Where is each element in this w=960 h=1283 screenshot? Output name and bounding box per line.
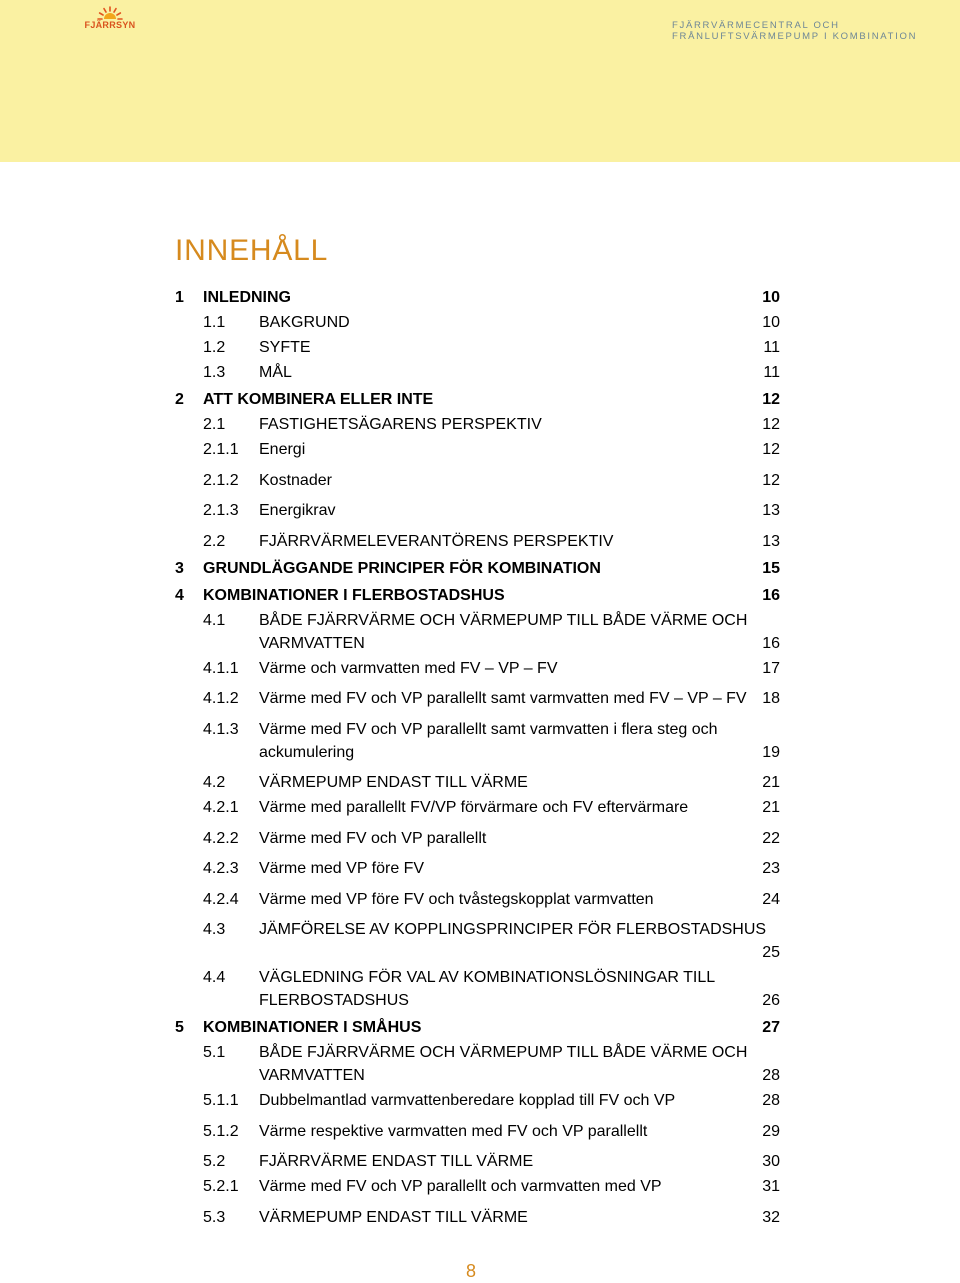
toc-entry-number: 1.1 — [203, 314, 226, 331]
toc-entry-number: 2.1.2 — [203, 471, 239, 489]
toc-entry-page: 12 — [762, 416, 780, 433]
toc-entry-number: 2 — [175, 391, 184, 408]
toc-entry-page: 21 — [762, 774, 780, 791]
toc-entry-number: 4.2.4 — [203, 890, 239, 908]
toc-entry-number: 4 — [175, 586, 184, 604]
toc-entry-title: Värme med FV och VP parallellt samt varmvatten med FV – VP – FV — [259, 690, 747, 707]
toc-entry-title: JÄMFÖRELSE AV KOPPLINGSPRINCIPER FÖR FLERBOSTADSHUS — [259, 921, 767, 938]
toc-entry — [203, 438, 780, 469]
toc-entry-text — [259, 918, 780, 964]
toc-entry-title: SYFTE — [259, 339, 311, 356]
document-title — [672, 20, 917, 42]
toc-entry — [203, 1175, 780, 1206]
toc-entry-page: 10 — [762, 314, 780, 331]
toc-entry — [203, 687, 780, 718]
toc-entry-text — [259, 1120, 780, 1143]
toc-entry-title: Dubbelmantlad varmvattenberedare kopplad till FV och VP — [259, 1092, 676, 1109]
toc-entry-number: 5.1 — [203, 1044, 226, 1061]
toc-entry-title: ATT KOMBINERA ELLER INTE — [203, 391, 434, 408]
toc-entry-page: 17 — [762, 659, 780, 677]
toc-entry-text — [259, 1206, 780, 1229]
toc-entry-number: 4.1 — [203, 611, 226, 629]
toc-entry — [175, 1014, 780, 1041]
toc-entry-page: 18 — [762, 690, 780, 707]
toc-entry-title: MÅL — [259, 364, 292, 381]
toc-entry-number: 4.2 — [203, 774, 226, 791]
toc-list — [175, 284, 780, 1231]
toc-entry-text — [259, 966, 780, 1012]
toc-entry-title: Värme med VP före FV — [259, 860, 425, 877]
toc-entry-title: Värme och varmvatten med FV – VP – FV — [259, 659, 558, 677]
toc-entry — [203, 718, 780, 772]
toc-entry-number: 5.3 — [203, 1208, 226, 1226]
page-number: 8 — [465, 1261, 476, 1281]
toc-entry-title: VÄGLEDNING FÖR VAL AV KOMBINATIONSLÖSNINGAR TILL FLERBOSTADSHUS — [259, 969, 715, 1009]
toc-entry — [203, 1120, 780, 1151]
toc-entry — [203, 336, 780, 361]
toc-entry-text — [259, 718, 780, 764]
toc-entry-number: 4.1.1 — [203, 659, 239, 677]
toc-entry-title: VÄRMEPUMP ENDAST TILL VÄRME — [259, 774, 528, 791]
toc-entry — [175, 555, 780, 582]
toc-entry-text — [259, 530, 780, 553]
toc-entry-page: 30 — [762, 1153, 780, 1170]
toc-entry-title: VÄRMEPUMP ENDAST TILL VÄRME — [259, 1208, 528, 1226]
toc-entry — [203, 1150, 780, 1175]
toc-entry-title: BÅDE FJÄRRVÄRME OCH VÄRMEPUMP TILL BÅDE VÄRME OCH VARMVATTEN — [259, 611, 748, 652]
toc-entry-page: 26 — [762, 992, 780, 1009]
toc-entry — [203, 413, 780, 438]
toc-entry-number: 1.2 — [203, 339, 226, 356]
toc-entry-text — [203, 557, 780, 580]
toc-entry-text — [203, 584, 780, 607]
toc-entry-number: 1.3 — [203, 364, 226, 381]
toc-entry-text — [259, 499, 780, 522]
toc-entry-title: Värme med parallellt FV/VP förvärmare och FV eftervärmare — [259, 799, 689, 816]
toc-entry-title: FJÄRRVÄRMELEVERANTÖRENS PERSPEKTIV — [259, 532, 614, 550]
toc-entry-number: 5.2 — [203, 1153, 226, 1170]
toc-entry-number: 4.2.3 — [203, 860, 239, 877]
logo — [84, 4, 136, 30]
toc-entry-page: 16 — [762, 586, 780, 604]
toc-entry-page: 12 — [762, 471, 780, 489]
toc-entry-page: 13 — [762, 532, 780, 550]
toc-entry-title: KOMBINATIONER I SMÅHUS — [203, 1019, 422, 1036]
toc-entry-title: FJÄRRVÄRME ENDAST TILL VÄRME — [259, 1153, 534, 1170]
toc-entry — [203, 888, 780, 919]
toc-entry-title: INLEDNING — [203, 289, 291, 306]
toc-entry-title: Värme med FV och VP parallellt och varmvatten med VP — [259, 1178, 662, 1195]
toc-entry-title: BÅDE FJÄRRVÄRME OCH VÄRMEPUMP TILL BÅDE VÄRME OCH VARMVATTEN — [259, 1044, 748, 1084]
toc-entry-title: Energikrav — [259, 502, 336, 519]
toc-entry-number: 5.2.1 — [203, 1178, 239, 1195]
toc-entry-number: 3 — [175, 559, 184, 577]
toc-entry-title: Kostnader — [259, 471, 332, 489]
toc-entry — [203, 966, 780, 1014]
toc-entry-text — [259, 771, 780, 794]
toc-heading: INNEHÅLL — [175, 234, 329, 267]
toc-entry-title: BAKGRUND — [259, 314, 350, 331]
toc-entry-text — [259, 469, 780, 492]
toc-entry — [203, 796, 780, 827]
toc-entry-text — [259, 413, 780, 436]
toc-entry — [203, 827, 780, 858]
toc-entry — [203, 1089, 780, 1120]
toc-entry-title: Värme med FV och VP parallellt — [259, 829, 487, 847]
toc-entry — [203, 609, 780, 657]
toc-entry-page: 32 — [762, 1208, 780, 1226]
toc-entry-number: 4.2.1 — [203, 799, 239, 816]
toc-entry-text — [259, 609, 780, 655]
toc-entry-text — [259, 796, 780, 819]
toc-entry — [203, 499, 780, 530]
toc-entry — [203, 857, 780, 888]
toc-entry-page: 12 — [762, 441, 780, 458]
toc-entry-number: 4.2.2 — [203, 829, 239, 847]
toc-entry-text — [259, 827, 780, 850]
toc-entry-page: 11 — [763, 339, 780, 356]
toc-entry-text — [259, 1175, 780, 1198]
toc-entry-page: 21 — [762, 799, 780, 816]
toc-entry-number: 5.1.2 — [203, 1122, 239, 1140]
toc-entry-number: 5 — [175, 1019, 184, 1036]
toc-entry — [203, 1206, 780, 1231]
toc-entry-title: Värme respektive varmvatten med FV och VP parallellt — [259, 1122, 648, 1140]
toc-entry-text — [203, 1016, 780, 1039]
toc-entry-page: 10 — [762, 289, 780, 306]
toc-entry-page: 13 — [762, 502, 780, 519]
toc-entry-number: 2.1.1 — [203, 441, 239, 458]
toc-entry-text — [203, 286, 780, 309]
toc-entry — [203, 361, 780, 386]
toc-entry-page: 19 — [762, 743, 780, 761]
toc-entry-number: 4.1.2 — [203, 690, 239, 707]
toc-entry — [203, 918, 780, 966]
toc-entry-text — [259, 438, 780, 461]
toc-entry-number: 2.1 — [203, 416, 226, 433]
toc-entry-page: 25 — [762, 944, 780, 961]
toc-entry — [203, 530, 780, 555]
toc-entry-title: KOMBINATIONER I FLERBOSTADSHUS — [203, 586, 505, 604]
toc-entry — [203, 469, 780, 500]
toc-entry — [175, 386, 780, 413]
toc-entry-page: 27 — [762, 1019, 780, 1036]
toc-entry-title: Värme med FV och VP parallellt samt varmvatten i flera steg och ackumulering — [259, 720, 718, 761]
toc-entry-page: 24 — [762, 890, 780, 908]
toc-entry-number: 1 — [175, 289, 184, 306]
toc-entry-title: Värme med VP före FV och tvåstegskopplat varmvatten — [259, 890, 654, 908]
toc-entry-text — [259, 311, 780, 334]
toc-entry-title: FASTIGHETSÄGARENS PERSPEKTIV — [259, 416, 542, 433]
toc-entry-number: 4.3 — [203, 921, 226, 938]
toc-entry — [203, 311, 780, 336]
toc-entry-page: 22 — [762, 829, 780, 847]
toc-entry-number: 2.1.3 — [203, 502, 239, 519]
toc-entry-text — [203, 388, 780, 411]
toc-entry-page: 28 — [762, 1067, 780, 1084]
toc-entry-page: 23 — [762, 860, 780, 877]
toc-entry-page: 29 — [762, 1122, 780, 1140]
toc-entry-page: 12 — [762, 391, 780, 408]
toc-entry — [175, 582, 780, 609]
toc-entry — [203, 657, 780, 688]
toc-entry-text — [259, 1041, 780, 1087]
toc-entry-page: 11 — [763, 364, 780, 381]
toc-entry-number: 2.2 — [203, 532, 226, 550]
toc-entry-number: 5.1.1 — [203, 1092, 239, 1109]
toc-entry-text — [259, 687, 780, 710]
toc-entry-text — [259, 361, 780, 384]
logo-text: FJÄRRSYN — [84, 20, 136, 30]
toc-entry — [203, 1041, 780, 1089]
toc-entry-title: Energi — [259, 441, 306, 458]
toc-entry-page: 15 — [762, 559, 780, 577]
sun-icon — [90, 4, 130, 20]
toc-entry-text — [259, 657, 780, 680]
toc-entry-text — [259, 1089, 780, 1112]
document-title-line-2: FRÅNLUFTSVÄRMEPUMP I KOMBINATION — [672, 31, 918, 42]
toc-entry — [175, 284, 780, 311]
toc-entry-text — [259, 857, 780, 880]
toc-entry-number: 4.4 — [203, 969, 226, 986]
toc-entry-text — [259, 888, 780, 911]
toc-entry-page: 28 — [762, 1092, 780, 1109]
toc-entry-page: 31 — [762, 1178, 780, 1195]
document-title-line-1: FJÄRRVÄRMECENTRAL OCH — [672, 20, 840, 31]
toc-entry-text — [259, 336, 780, 359]
toc-entry-text — [259, 1150, 780, 1173]
toc-entry — [203, 771, 780, 796]
toc-entry-title: GRUNDLÄGGANDE PRINCIPER FÖR KOMBINATION — [203, 559, 601, 577]
toc-entry-number: 4.1.3 — [203, 720, 239, 738]
toc-entry-page: 16 — [762, 634, 780, 652]
